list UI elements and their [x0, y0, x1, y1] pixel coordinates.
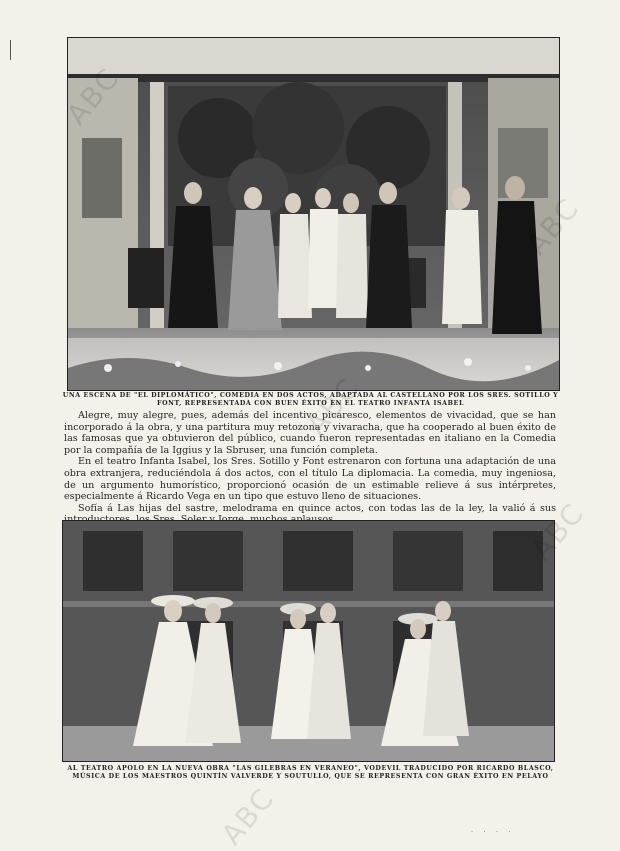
- stage-scene-photo: [67, 37, 560, 391]
- article-paragraph-3: Sofía á Las hijas del sastre, melodrama en quince actos, con todas las de la ley, la valió á sus: [78, 502, 556, 514]
- margin-rule: [10, 40, 11, 60]
- stage-scene-illustration: [68, 38, 559, 390]
- watermark: ABC: [215, 781, 282, 851]
- article-paragraph-1: Alegre, muy alegre, pues, además del incentivo picaresco, elementos de vivacidad, que se han incorporado á la obra, y una partitura muy retozona y vivaracha, que ha cooperado al buen éxito de las famosas que ya obtuvieron del público, cuando fueron representadas en italiano en la Comedia por la compañía de la Iggius y la Sbruser, una función completa.: [64, 410, 556, 456]
- watermark: ABC: [525, 496, 592, 567]
- article-paragraph-2: En el teatro Infanta Isabel, los Sres. Sotillo y Font estrenaron con fortuna una adaptación de una obra extranjera, reduciéndola á dos actos, con el título La diplomacia. La comedia, muy ingeniosa, de un argumento humorístico, proporcionó ocasión de un estimable relieve á sus intérpretes, especialmente á Ricardo Vega en un tipo que estuvo lleno de situaciones.: [64, 456, 556, 503]
- dancers-photo: [62, 520, 555, 762]
- bottom-photo-caption: AL TEATRO APOLO EN LA NUEVA OBRA "LAS GILEBRAS EN VERANEO", VODEVIL TRADUCIDO POR RICARDO BLASCO, MÚSICA DE LOS MAESTROS QUINTÍN VALVERDE Y SOUTULLO, QUE SE REPRESENTA CON GRAN ÉXITO EN PELAYO: [67, 765, 554, 780]
- top-photo-caption: UNA ESCENA DE "EL DIPLOMÁTICO", COMEDIA EN DOS ACTOS, ADAPTADA AL CASTELLANO POR LOS SRES. SOTILLO Y FONT, REPRESENTADA CON BUEN ÉXITO EN EL TEATRO INFANTA ISABEL: [62, 392, 559, 407]
- margin-marks: . . . .: [470, 826, 514, 834]
- article-body: [64, 410, 556, 526]
- dancers-illustration: [63, 521, 554, 761]
- watermark: ABC: [300, 371, 367, 442]
